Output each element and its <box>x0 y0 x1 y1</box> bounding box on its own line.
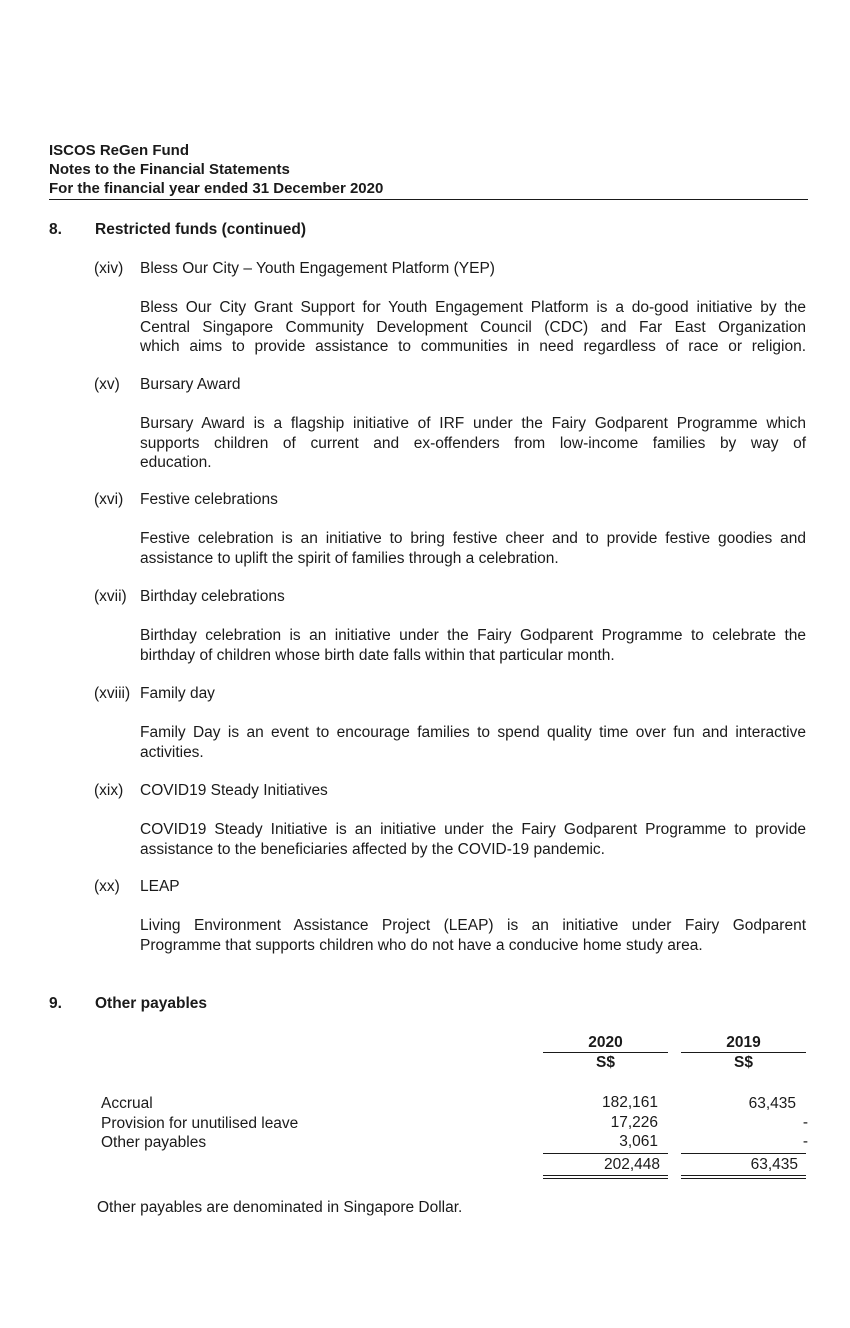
item-xv-number: (xv) <box>94 376 120 393</box>
item-xv-title: Bursary Award <box>140 376 241 393</box>
row-leave-2020: 17,226 <box>610 1114 658 1131</box>
item-xvi-description <box>140 529 806 568</box>
column-2019-year-underline <box>681 1052 806 1053</box>
item-xiv-description <box>140 298 806 357</box>
item-xx-description <box>140 916 806 955</box>
item-xix-title: COVID19 Steady Initiatives <box>140 782 328 799</box>
item-xv-description <box>140 414 806 473</box>
item-xviii-title: Family day <box>140 685 215 702</box>
column-2019-currency: S$ <box>734 1054 753 1071</box>
currency-note: Other payables are denominated in Singapore Dollar. <box>97 1199 463 1216</box>
item-xiv-number: (xiv) <box>94 260 124 277</box>
total-2019-top-rule <box>681 1153 806 1154</box>
period-title: For the financial year ended 31 December 2020 <box>49 180 384 197</box>
item-xiv-line-1: Bless Our City Grant Support for Youth Engagement Platform is a do-good initiative by the <box>140 299 806 316</box>
total-2019: 63,435 <box>750 1156 798 1173</box>
column-2020-year-underline <box>543 1052 668 1053</box>
item-xvii-line-2: birthday of children whose birth date falls within that particular month. <box>140 646 615 664</box>
row-leave-2019: - <box>802 1114 808 1131</box>
row-accrual-2019: 63,435 <box>748 1095 796 1112</box>
item-xv-line-1: Bursary Award is a flagship initiative of IRF under the Fairy Godparent Programme which <box>140 415 806 432</box>
column-2020-year: 2020 <box>588 1034 623 1051</box>
item-xix-line-1: COVID19 Steady Initiative is an initiative under the Fairy Godparent Programme to provide <box>140 821 806 838</box>
total-2020: 202,448 <box>603 1156 660 1173</box>
row-accrual-label: Accrual <box>101 1095 153 1112</box>
section-9-title: Other payables <box>95 995 207 1012</box>
item-xiv-line-2: Central Singapore Community Development Council (CDC) and Far East Organization <box>140 318 806 336</box>
column-2020-currency: S$ <box>596 1054 615 1071</box>
item-xvii-description <box>140 626 806 665</box>
item-xvi-line-2: assistance to uplift the spirit of families through a celebration. <box>140 549 559 567</box>
item-xviii-number: (xviii) <box>94 685 131 702</box>
row-other-2020: 3,061 <box>619 1133 658 1150</box>
section-9-number: 9. <box>49 995 62 1012</box>
row-accrual-2020: 182,161 <box>601 1094 658 1111</box>
item-xvi-number: (xvi) <box>94 491 124 508</box>
header-divider <box>49 199 808 200</box>
column-2019-year: 2019 <box>726 1034 761 1051</box>
item-xiv-title: Bless Our City – Youth Engagement Platform (YEP) <box>140 260 495 277</box>
item-xv-line-2: supports children of current and ex-offenders from low-income families by way of <box>140 434 806 452</box>
entity-name: ISCOS ReGen Fund <box>49 142 190 159</box>
row-leave-label: Provision for unutilised leave <box>101 1115 299 1132</box>
item-xv-line-3: education. <box>140 454 212 471</box>
item-xvii-title: Birthday celebrations <box>140 588 285 605</box>
item-xvi-title: Festive celebrations <box>140 491 278 508</box>
document-title: Notes to the Financial Statements <box>49 161 290 178</box>
item-xx-title: LEAP <box>140 878 180 895</box>
total-2019-double-rule-2 <box>681 1178 806 1179</box>
row-other-2019: - <box>802 1133 808 1150</box>
item-xviii-line-1: Family Day is an event to encourage families to spend quality time over fun and interactive <box>140 724 806 741</box>
item-xx-line-2: Programme that supports children who do not have a conducive home study area. <box>140 936 703 954</box>
total-2020-double-rule-2 <box>543 1178 668 1179</box>
total-2020-top-rule <box>543 1153 668 1154</box>
item-xx-number: (xx) <box>94 878 120 895</box>
section-8-number: 8. <box>49 221 62 238</box>
total-2019-double-rule-1 <box>681 1175 806 1176</box>
row-other-label: Other payables <box>101 1134 207 1151</box>
item-xviii-line-2: activities. <box>140 743 204 761</box>
item-xix-line-2: assistance to the beneficiaries affected by the COVID-19 pandemic. <box>140 840 605 858</box>
item-xiv-line-3: which aims to provide assistance to communities in need regardless of race or religion. <box>140 338 806 355</box>
item-xix-number: (xix) <box>94 782 124 799</box>
item-xix-description <box>140 820 806 859</box>
item-xviii-description <box>140 723 806 762</box>
item-xvii-line-1: Birthday celebration is an initiative under the Fairy Godparent Programme to celebrate the <box>140 627 806 644</box>
total-2020-double-rule-1 <box>543 1175 668 1176</box>
item-xvii-number: (xvii) <box>94 588 127 605</box>
section-8-title: Restricted funds (continued) <box>95 221 306 238</box>
item-xvi-line-1: Festive celebration is an initiative to bring festive cheer and to provide festive goodies and <box>140 530 806 547</box>
item-xx-line-1: Living Environment Assistance Project (LEAP) is an initiative under Fairy Godparent <box>140 917 806 934</box>
